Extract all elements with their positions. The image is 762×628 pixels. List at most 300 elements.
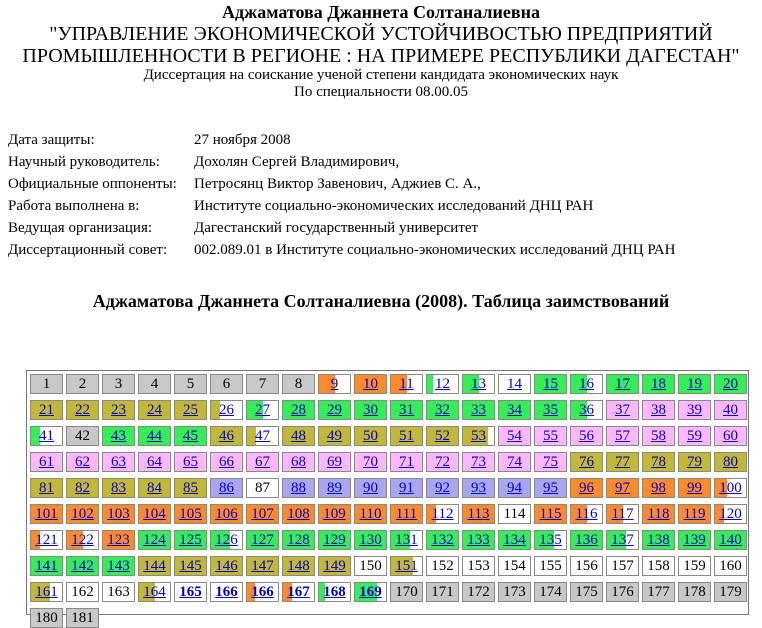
page-cell-26[interactable] [210, 400, 243, 420]
page-cell-83[interactable] [102, 478, 135, 498]
page-cell-94[interactable] [498, 478, 531, 498]
page-cell-173 [498, 582, 531, 602]
page-cell-151[interactable] [390, 556, 423, 576]
page-number: 174 [539, 584, 562, 600]
page-cell-31[interactable] [390, 400, 423, 420]
page-cell-72[interactable] [426, 452, 459, 472]
page-link[interactable]: 98 [651, 480, 666, 496]
page-link[interactable]: 93 [471, 480, 486, 496]
page-cell-147[interactable] [246, 556, 279, 576]
page-cell-126[interactable] [210, 530, 243, 550]
page-cell-41[interactable] [30, 426, 63, 446]
page-link[interactable]: 82 [75, 480, 90, 496]
page-cell-113[interactable] [462, 504, 495, 524]
page-link[interactable]: 105 [179, 506, 202, 522]
page-link[interactable]: 26 [219, 402, 234, 418]
page-cell-148[interactable] [282, 556, 315, 576]
page-cell-133[interactable] [462, 530, 495, 550]
page-cell-37[interactable] [606, 400, 639, 420]
page-cell-109[interactable] [318, 504, 351, 524]
page-link[interactable]: 20 [723, 376, 738, 392]
page-cell-100[interactable] [714, 478, 747, 498]
page-link[interactable]: 85 [183, 480, 198, 496]
page-number: 153 [467, 558, 490, 574]
page-link[interactable]: 74 [507, 454, 522, 470]
page-link[interactable]: 149 [323, 558, 346, 574]
page-cell-18[interactable] [642, 374, 675, 394]
page-link[interactable]: 31 [399, 402, 414, 418]
page-link[interactable]: 39 [687, 402, 702, 418]
page-cell-131[interactable] [390, 530, 423, 550]
page-link[interactable]: 148 [287, 558, 310, 574]
page-link[interactable]: 33 [471, 402, 486, 418]
page-link[interactable]: 146 [215, 558, 238, 574]
page-cell-54[interactable] [498, 426, 531, 446]
page-link[interactable]: 84 [147, 480, 162, 496]
page-link[interactable]: 135 [539, 532, 562, 548]
page-link[interactable]: 28 [291, 402, 306, 418]
page-link[interactable]: 53 [471, 428, 486, 444]
page-cell-12[interactable] [426, 374, 459, 394]
page-cell-19[interactable] [678, 374, 711, 394]
page-link[interactable]: 62 [75, 454, 90, 470]
page-cell-130[interactable] [354, 530, 387, 550]
page-link[interactable]: 134 [503, 532, 526, 548]
page-cell-20[interactable] [714, 374, 747, 394]
page-cell-102[interactable] [66, 504, 99, 524]
page-cell-66[interactable] [210, 452, 243, 472]
page-cell-73[interactable] [462, 452, 495, 472]
page-cell-120[interactable] [714, 504, 747, 524]
page-link[interactable]: 24 [147, 402, 162, 418]
page-cell-69[interactable] [318, 452, 351, 472]
page-link[interactable]: 138 [647, 532, 670, 548]
page-link[interactable]: 65 [183, 454, 198, 470]
page-link[interactable]: 17 [615, 376, 630, 392]
page-cell-17[interactable] [606, 374, 639, 394]
page-cell-101[interactable] [30, 504, 63, 524]
page-cell-129[interactable] [318, 530, 351, 550]
page-cell-142[interactable] [66, 556, 99, 576]
page-cell-68[interactable] [282, 452, 315, 472]
page-cell-80[interactable] [714, 452, 747, 472]
page-cell-40[interactable] [714, 400, 747, 420]
page-link[interactable]: 118 [647, 506, 670, 522]
page-cell-145[interactable] [174, 556, 207, 576]
page-link[interactable]: 79 [687, 454, 702, 470]
page-cell-97[interactable] [606, 478, 639, 498]
page-cell-132[interactable] [426, 530, 459, 550]
page-link[interactable]: 123 [107, 532, 130, 548]
page-link[interactable]: 81 [39, 480, 54, 496]
page-cell-93[interactable] [462, 478, 495, 498]
meta-value: Дагестанский государственный университет [194, 219, 479, 236]
page-cell-36[interactable] [570, 400, 603, 420]
page-link[interactable]: 35 [543, 402, 558, 418]
page-link[interactable]: 60 [723, 428, 738, 444]
page-cell-13[interactable] [462, 374, 495, 394]
page-cell-108[interactable] [282, 504, 315, 524]
page-link[interactable]: 133 [467, 532, 490, 548]
page-cell-34[interactable] [498, 400, 531, 420]
page-link[interactable]: 12 [435, 376, 450, 392]
page-link[interactable]: 27 [255, 402, 270, 418]
page-link[interactable]: 41 [39, 428, 54, 444]
page-link[interactable]: 18 [651, 376, 666, 392]
page-cell-175 [570, 582, 603, 602]
page-cell-123[interactable] [102, 530, 135, 550]
page-link[interactable]: 167 [287, 584, 310, 600]
page-link[interactable]: 119 [683, 506, 706, 522]
page-link[interactable]: 32 [435, 402, 450, 418]
page-link[interactable]: 37 [615, 402, 630, 418]
page-link[interactable]: 21 [39, 402, 54, 418]
page-cell-134[interactable] [498, 530, 531, 550]
page-link[interactable]: 168 [323, 584, 346, 600]
page-cell-144[interactable] [138, 556, 171, 576]
page-link[interactable]: 19 [687, 376, 702, 392]
page-cell-125[interactable] [174, 530, 207, 550]
page-link[interactable]: 121 [35, 532, 58, 548]
page-link[interactable]: 43 [111, 428, 126, 444]
page-link[interactable]: 144 [143, 558, 166, 574]
page-cell-138[interactable] [642, 530, 675, 550]
page-cell-16[interactable] [570, 374, 603, 394]
page-link[interactable]: 71 [399, 454, 414, 470]
page-link[interactable]: 50 [363, 428, 378, 444]
page-cell-22[interactable] [66, 400, 99, 420]
page-cell-166[interactable] [210, 582, 243, 602]
page-cell-110[interactable] [354, 504, 387, 524]
page-link[interactable]: 108 [287, 506, 310, 522]
page-link[interactable]: 30 [363, 402, 378, 418]
page-cell-49[interactable] [318, 426, 351, 446]
page-cell-23[interactable] [102, 400, 135, 420]
page-link[interactable]: 143 [107, 558, 130, 574]
page-cell-136[interactable] [570, 530, 603, 550]
page-link[interactable]: 126 [215, 532, 238, 548]
page-link[interactable]: 10 [363, 376, 378, 392]
page-cell-64[interactable] [138, 452, 171, 472]
page-link[interactable]: 104 [143, 506, 166, 522]
page-cell-15[interactable] [534, 374, 567, 394]
page-link[interactable]: 116 [575, 506, 598, 522]
page-cell-38[interactable] [642, 400, 675, 420]
page-cell-143[interactable] [102, 556, 135, 576]
page-link[interactable]: 51 [399, 428, 414, 444]
page-cell-14[interactable] [498, 374, 531, 394]
page-link[interactable]: 76 [579, 454, 594, 470]
page-cell-10[interactable] [354, 374, 387, 394]
page-cell-50[interactable] [354, 426, 387, 446]
page-link[interactable]: 75 [543, 454, 558, 470]
page-cell-39[interactable] [678, 400, 711, 420]
page-link[interactable]: 14 [507, 376, 522, 392]
page-link[interactable]: 15 [543, 376, 558, 392]
page-link[interactable]: 127 [251, 532, 274, 548]
page-link[interactable]: 131 [395, 532, 418, 548]
page-cell-161[interactable] [30, 582, 63, 602]
page-link[interactable]: 34 [507, 402, 522, 418]
page-cell-25[interactable] [174, 400, 207, 420]
page-cell-122[interactable] [66, 530, 99, 550]
page-link[interactable]: 129 [323, 532, 346, 548]
page-link[interactable]: 46 [219, 428, 234, 444]
page-link[interactable]: 169 [359, 584, 382, 600]
page-link[interactable]: 91 [399, 480, 414, 496]
page-link[interactable]: 16 [579, 376, 594, 392]
page-link[interactable]: 13 [471, 376, 486, 392]
page-cell-44[interactable] [138, 426, 171, 446]
page-cell-166[interactable] [246, 582, 279, 602]
page-link[interactable]: 47 [255, 428, 270, 444]
page-cell-30[interactable] [354, 400, 387, 420]
page-cell-74[interactable] [498, 452, 531, 472]
page-cell-75[interactable] [534, 452, 567, 472]
page-cell-60[interactable] [714, 426, 747, 446]
page-link[interactable]: 111 [395, 506, 418, 522]
page-cell-98[interactable] [642, 478, 675, 498]
page-link[interactable]: 44 [147, 428, 162, 444]
page-cell-57[interactable] [606, 426, 639, 446]
page-cell-82[interactable] [66, 478, 99, 498]
page-cell-112[interactable] [426, 504, 459, 524]
page-link[interactable]: 36 [579, 402, 594, 418]
page-link[interactable]: 77 [615, 454, 630, 470]
page-link[interactable]: 63 [111, 454, 126, 470]
page-link[interactable]: 52 [435, 428, 450, 444]
page-link[interactable]: 90 [363, 480, 378, 496]
page-link[interactable]: 48 [291, 428, 306, 444]
page-cell-141[interactable] [30, 556, 63, 576]
page-cell-116[interactable] [570, 504, 603, 524]
page-link[interactable]: 161 [35, 584, 58, 600]
page-cell-111[interactable] [390, 504, 423, 524]
page-link[interactable]: 99 [687, 480, 702, 496]
page-cell-137[interactable] [606, 530, 639, 550]
page-link[interactable]: 9 [330, 376, 339, 392]
page-link[interactable]: 38 [651, 402, 666, 418]
page-link[interactable]: 64 [147, 454, 162, 470]
page-cell-33[interactable] [462, 400, 495, 420]
page-link[interactable]: 57 [615, 428, 630, 444]
page-link[interactable]: 68 [291, 454, 306, 470]
page-link[interactable]: 145 [179, 558, 202, 574]
page-link[interactable]: 80 [723, 454, 738, 470]
page-cell-117[interactable] [606, 504, 639, 524]
page-link[interactable]: 97 [615, 480, 630, 496]
page-cell-90[interactable] [354, 478, 387, 498]
page-link[interactable]: 115 [539, 506, 562, 522]
page-cell-104[interactable] [138, 504, 171, 524]
page-cell-89[interactable] [318, 478, 351, 498]
page-link[interactable]: 95 [543, 480, 558, 496]
page-cell-9[interactable] [318, 374, 351, 394]
page-link[interactable]: 101 [35, 506, 58, 522]
page-link[interactable]: 78 [651, 454, 666, 470]
page-cell-71[interactable] [390, 452, 423, 472]
page-cell-119[interactable] [678, 504, 711, 524]
page-link[interactable]: 128 [287, 532, 310, 548]
page-link[interactable]: 69 [327, 454, 342, 470]
page-cell-140[interactable] [714, 530, 747, 550]
page-link[interactable]: 61 [39, 454, 54, 470]
page-cell-32[interactable] [426, 400, 459, 420]
page-cell-91[interactable] [390, 478, 423, 498]
page-cell-96[interactable] [570, 478, 603, 498]
page-link[interactable]: 70 [363, 454, 378, 470]
page-link[interactable]: 58 [651, 428, 666, 444]
page-link[interactable]: 113 [467, 506, 490, 522]
page-link[interactable]: 124 [143, 532, 166, 548]
page-link[interactable]: 142 [71, 558, 94, 574]
page-cell-85[interactable] [174, 478, 207, 498]
page-cell-56[interactable] [570, 426, 603, 446]
page-link[interactable]: 125 [179, 532, 202, 548]
page-cell-46[interactable] [210, 426, 243, 446]
page-cell-29[interactable] [318, 400, 351, 420]
page-cell-149[interactable] [318, 556, 351, 576]
page-link[interactable]: 130 [359, 532, 382, 548]
page-number: 162 [71, 584, 94, 600]
page-cell-47[interactable] [246, 426, 279, 446]
page-link[interactable]: 102 [71, 506, 94, 522]
page-cell-28[interactable] [282, 400, 315, 420]
page-cell-135[interactable] [534, 530, 567, 550]
page-cell-63[interactable] [102, 452, 135, 472]
page-cell-128[interactable] [282, 530, 315, 550]
page-link[interactable]: 120 [719, 506, 742, 522]
page-link[interactable]: 110 [359, 506, 382, 522]
page-cell-67[interactable] [246, 452, 279, 472]
page-cell-48[interactable] [282, 426, 315, 446]
page-link[interactable]: 117 [611, 506, 634, 522]
page-link[interactable]: 23 [111, 402, 126, 418]
page-link[interactable]: 140 [719, 532, 742, 548]
page-cell-118[interactable] [642, 504, 675, 524]
page-cell-139[interactable] [678, 530, 711, 550]
page-link[interactable]: 100 [719, 480, 742, 496]
page-cell-11[interactable] [390, 374, 423, 394]
page-link[interactable]: 122 [71, 532, 94, 548]
page-link[interactable]: 66 [219, 454, 234, 470]
page-cell-43[interactable] [102, 426, 135, 446]
page-link[interactable]: 89 [327, 480, 342, 496]
page-link[interactable]: 22 [75, 402, 90, 418]
page-cell-121[interactable] [30, 530, 63, 550]
page-link[interactable]: 166 [251, 584, 274, 600]
page-link[interactable]: 54 [507, 428, 522, 444]
page-cell-24[interactable] [138, 400, 171, 420]
page-cell-124[interactable] [138, 530, 171, 550]
page-cell-86[interactable] [210, 478, 243, 498]
page-cell-77[interactable] [606, 452, 639, 472]
page-cell-45[interactable] [174, 426, 207, 446]
page-cell-88[interactable] [282, 478, 315, 498]
page-link[interactable]: 92 [435, 480, 450, 496]
page-link[interactable]: 147 [251, 558, 274, 574]
page-cell-55[interactable] [534, 426, 567, 446]
page-link[interactable]: 49 [327, 428, 342, 444]
page-cell-84[interactable] [138, 478, 171, 498]
page-link[interactable]: 86 [219, 480, 234, 496]
page-cell-81[interactable] [30, 478, 63, 498]
page-link[interactable]: 72 [435, 454, 450, 470]
page-cell-35[interactable] [534, 400, 567, 420]
page-link[interactable]: 29 [327, 402, 342, 418]
page-link[interactable]: 139 [683, 532, 706, 548]
page-link[interactable]: 83 [111, 480, 126, 496]
page-cell-164[interactable] [138, 582, 171, 602]
page-cell-103[interactable] [102, 504, 135, 524]
page-cell-95[interactable] [534, 478, 567, 498]
page-link[interactable]: 166 [215, 584, 238, 600]
page-link[interactable]: 59 [687, 428, 702, 444]
page-link[interactable]: 136 [575, 532, 598, 548]
page-link[interactable]: 164 [143, 584, 166, 600]
page-link[interactable]: 25 [183, 402, 198, 418]
page-cell-168[interactable] [318, 582, 351, 602]
page-link[interactable]: 151 [395, 558, 418, 574]
page-cell-53[interactable] [462, 426, 495, 446]
page-cell-115[interactable] [534, 504, 567, 524]
page-cell-105[interactable] [174, 504, 207, 524]
page-cell-78[interactable] [642, 452, 675, 472]
page-link[interactable]: 88 [291, 480, 306, 496]
page-cell-62[interactable] [66, 452, 99, 472]
page-cell-76[interactable] [570, 452, 603, 472]
page-cell-65[interactable] [174, 452, 207, 472]
page-link[interactable]: 55 [543, 428, 558, 444]
page-link[interactable]: 112 [431, 506, 454, 522]
page-cell-167[interactable] [282, 582, 315, 602]
page-link[interactable]: 109 [323, 506, 346, 522]
page-link[interactable]: 73 [471, 454, 486, 470]
page-cell-27[interactable] [246, 400, 279, 420]
page-link[interactable]: 137 [611, 532, 634, 548]
page-link[interactable]: 11 [399, 376, 414, 392]
page-cell-51[interactable] [390, 426, 423, 446]
page-cell-70[interactable] [354, 452, 387, 472]
page-cell-92[interactable] [426, 478, 459, 498]
page-link[interactable]: 132 [431, 532, 454, 548]
page-cell-107[interactable] [246, 504, 279, 524]
page-cell-61[interactable] [30, 452, 63, 472]
page-cell-127[interactable] [246, 530, 279, 550]
page-link[interactable]: 96 [579, 480, 594, 496]
page-link[interactable]: 103 [107, 506, 130, 522]
page-cell-58[interactable] [642, 426, 675, 446]
page-link[interactable]: 56 [579, 428, 594, 444]
page-cell-165[interactable] [174, 582, 207, 602]
page-link[interactable]: 67 [255, 454, 270, 470]
page-cell-79[interactable] [678, 452, 711, 472]
page-link[interactable]: 107 [251, 506, 274, 522]
page-cell-21[interactable] [30, 400, 63, 420]
page-link[interactable]: 94 [507, 480, 522, 496]
page-link[interactable]: 165 [179, 584, 202, 600]
page-link[interactable]: 40 [723, 402, 738, 418]
page-link[interactable]: 45 [183, 428, 198, 444]
page-cell-52[interactable] [426, 426, 459, 446]
page-cell-106[interactable] [210, 504, 243, 524]
page-cell-59[interactable] [678, 426, 711, 446]
page-cell-169[interactable] [354, 582, 387, 602]
page-cell-146[interactable] [210, 556, 243, 576]
page-link[interactable]: 106 [215, 506, 238, 522]
page-link[interactable]: 141 [35, 558, 58, 574]
page-cell-99[interactable] [678, 478, 711, 498]
